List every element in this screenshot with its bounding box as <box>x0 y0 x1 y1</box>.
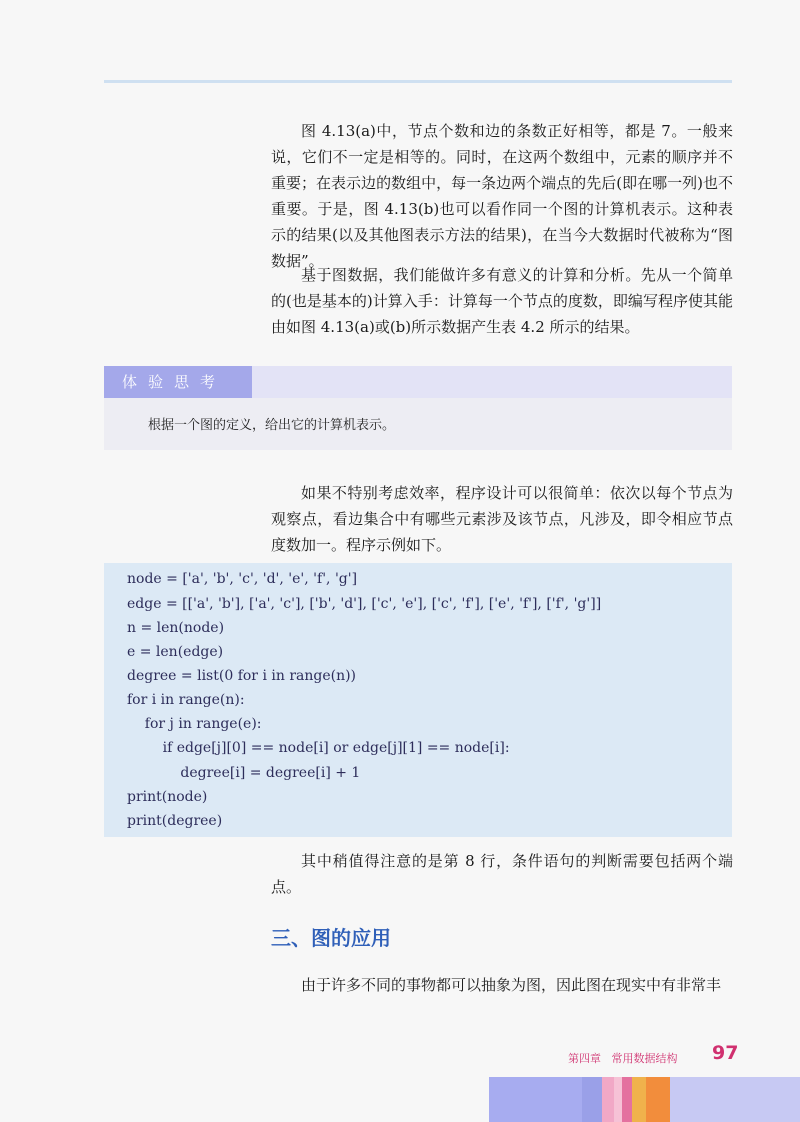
body-paragraph-1: 图 4.13(a)中，节点个数和边的条数正好相等，都是 7。一般来说，它们不一定是相等的。同时，在这两个数组中，元素的顺序并不重要；在表示边的数组中，每一条边两个端点的先后(即在哪一列)也不重要。于是，图 4.13(b)也可以看作同一个图的计算机表示。这种表示的结果(以及其他图表示方法的结果)，在当今大数据时代被称为“图数据”。 <box>271 122 733 270</box>
code-line-8: if edge[j][0] == node[i] or edge[j][1] == node[i]: <box>127 740 510 756</box>
body-paragraph-2: 基于图数据，我们能做许多有意义的计算和分析。先从一个简单的(也是基本的)计算入手：计算每一个节点的度数，即编写程序使其能由如图 4.13(a)或(b)所示数据产生表 4.2 所示的结果。 <box>271 266 733 336</box>
code-line-5: degree = list(0 for i in range(n)) <box>127 668 357 684</box>
section-heading: 三、图的应用 <box>271 926 391 950</box>
think-box-body <box>104 398 732 450</box>
header-rule <box>104 80 732 83</box>
footer-chapter-title: 第四章 常用数据结构 <box>568 1052 678 1065</box>
code-line-1: node = ['a', 'b', 'c', 'd', 'e', 'f', 'g'] <box>127 571 358 587</box>
body-paragraph-5: 由于许多不同的事物都可以抽象为图，因此图在现实中有非常丰 <box>301 976 722 994</box>
think-box-title: 体验思考 <box>104 366 252 398</box>
think-box-header <box>104 366 732 398</box>
body-paragraph-4: 其中稍值得注意的是第 8 行，条件语句的判断需要包括两个端点。 <box>271 852 733 896</box>
code-line-9: degree[i] = degree[i] + 1 <box>127 765 361 781</box>
think-box-prompt: 根据一个图的定义，给出它的计算机表示。 <box>148 418 396 433</box>
code-line-10: print(node) <box>127 789 208 805</box>
code-block <box>104 563 732 837</box>
code-line-4: e = len(edge) <box>127 644 224 660</box>
code-line-3: n = len(node) <box>127 620 225 636</box>
code-line-6: for i in range(n): <box>127 692 245 708</box>
body-paragraph-3: 如果不特别考虑效率，程序设计可以很简单：依次以每个节点为观察点，看边集合中有哪些元素涉及该节点，凡涉及，即令相应节点度数加一。程序示例如下。 <box>271 484 733 554</box>
page-number: 97 <box>712 1042 739 1064</box>
code-line-7: for j in range(e): <box>127 716 262 732</box>
code-line-11: print(degree) <box>127 813 223 829</box>
code-line-2: edge = [['a', 'b'], ['a', 'c'], ['b', 'd'], ['c', 'e'], ['c', 'f'], ['e', 'f'], ['f', 'g']] <box>127 596 602 612</box>
